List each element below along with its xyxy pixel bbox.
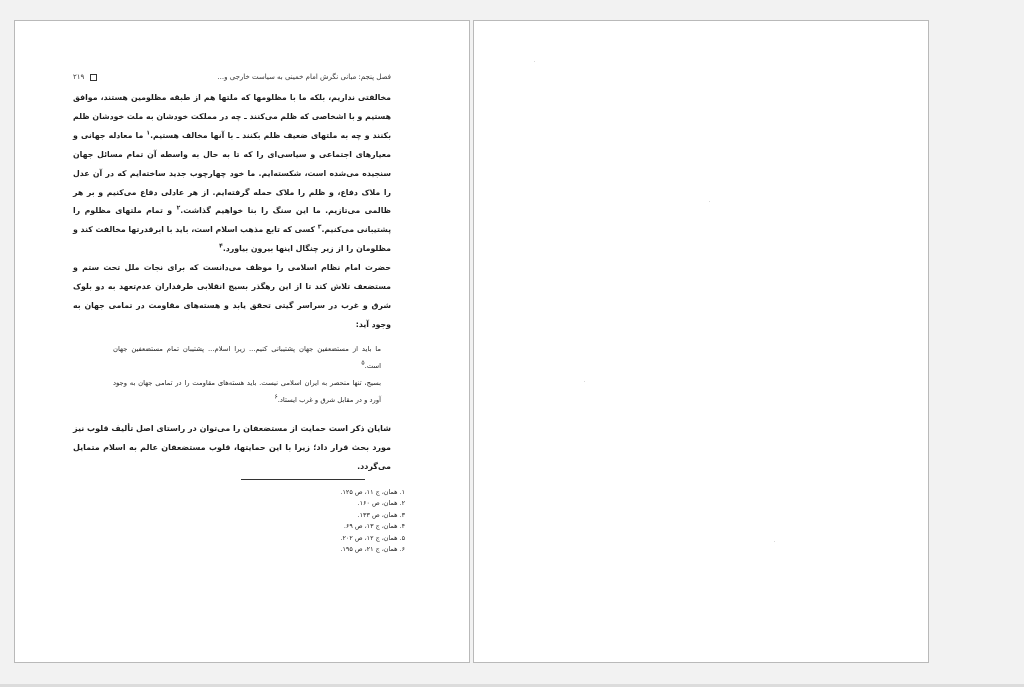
page-text-area: [73, 73, 391, 484]
paragraph-1-part-a: مخالفتی نداریم، بلکه ما با مظلومها که ملتها هم از طبقه مظلومین هستند، موافق هستیم و با اشخاصی که ظلم می‌کنند ـ چه در مملکت خودشان به ملت خودشان ظلم بکنند و چه به ملتهای ضعیف ظلم بکنند ـ با آنها مخالف هستیم.: [73, 93, 392, 140]
footnote-ref-5: ۵: [361, 359, 365, 367]
footnote-ref-2: ۲: [176, 204, 181, 212]
page-number: ۲۱۹: [73, 73, 85, 81]
chapter-title: فصل پنجم: مبانی نگرش امام خمینی به سیاست خارجی و...: [217, 73, 391, 81]
footnote-ref-6: ۶: [274, 393, 278, 401]
quote-line-2: بسیج، تنها منحصر به ایران اسلامی نیست. باید هسته‌های مقاومت را در تمامی جهان به وجود آورد و در مقابل شرق و غرب ایستاد.۶: [113, 378, 381, 404]
footnote-ref-3: ۳: [317, 223, 322, 231]
footnote-ref-1: ۱: [146, 129, 151, 137]
paragraph-1-part-c: و تمام ملتهای مظلوم را پشتیبانی می‌کنیم.: [73, 206, 391, 235]
scan-speck: [584, 381, 585, 382]
footnotes: [285, 487, 405, 555]
footnote-3: ۳. همان، ص ۱۳۳.: [357, 510, 405, 519]
paragraph-2: حضرت امام نظام اسلامی را موظف می‌دانست که برای نجات ملل تحت ستم و مستضعف تلاش کند تا از این رهگذر بسیج انقلابی طرفداران عدم‌تعهد به دو بلوک شرق و غرب در سراسر گیتی تحقق یابد و هسته‌های مقاومت در تمامی جهان به وجود آید:: [73, 263, 391, 329]
page-left: [14, 20, 470, 663]
footnote-1: ۱. همان، ج ۱۱، ص ۱۲۵.: [340, 488, 405, 496]
closing-paragraph: شایان ذکر است حمایت از مستضعفان را می‌توان در راستای اصل تألیف قلوب نیز مورد بحث قرار داد؛ زیرا با این حمایتها، قلوب مستضعفان عالم به اسلام متمایل می‌گردد.: [73, 423, 391, 471]
paragraph-1-part-b: ما معادله جهانی و معیارهای اجتماعی و سیاسی‌ای را که تا به حال به واسطه آن تمام مسائل جهان سنجیده می‌شده است، شکسته‌ایم. ما خود چهارچوب جدید ساخته‌ایم که در آن عدل را ملاک دفاع، و ظلم را ملاک حمله گرفته‌ایم. از هر عادلی دفاع می‌کنیم و بر هر ظالمی می‌تازیم. ما این سنگ را بنا خواهیم گذاشت.: [73, 130, 391, 216]
footnote-ref-4: ۴: [219, 242, 223, 250]
header-box-icon: [90, 74, 97, 81]
quote-line-1: ما باید از مستضعفین جهان پشتیبانی کنیم... زیرا اسلام... پشتیبان تمام مستضعفین جهان است.۵: [113, 344, 381, 370]
footnote-2: ۲. همان، ص ۱۶۰.: [357, 499, 405, 508]
paragraph-1-part-d: کسی که تابع مذهب اسلام است، باید با ابرقدرتها مخالفت کند و مظلومان را از زیر چنگال اینها بیرون بیاورد.: [73, 225, 391, 254]
footnote-separator: [241, 479, 365, 480]
footnote-6: ۶. همان، ج ۲۱، ص ۱۹۵.: [340, 545, 405, 554]
scan-speck: [534, 61, 535, 62]
running-header: [73, 73, 391, 81]
page-right: [473, 20, 929, 663]
paragraph-1: [73, 89, 391, 259]
scan-speck: [709, 201, 710, 202]
footnote-4: ۴. همان، ج ۱۳، ص ۶۹.: [343, 522, 405, 531]
scan-speck: [774, 541, 775, 542]
quote-block: [113, 341, 381, 409]
footnote-5: ۵. همان، ج ۱۲، ص ۲۰۲.: [340, 533, 405, 542]
